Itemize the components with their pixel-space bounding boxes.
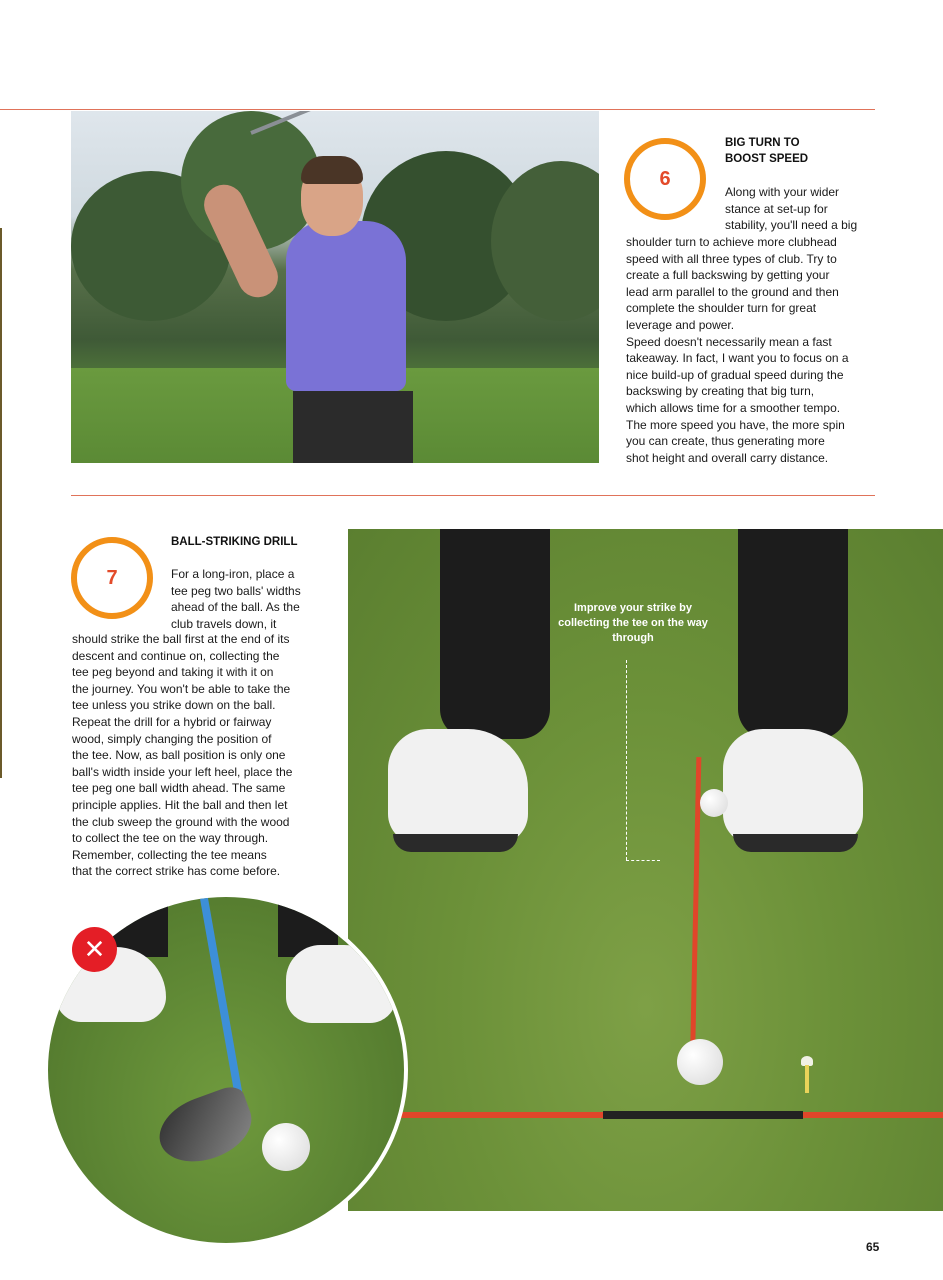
golfer-backswing-photo	[71, 111, 599, 463]
section-6-heading-line1: BIG TURN TO	[725, 137, 800, 149]
step-6-badge	[624, 138, 706, 220]
top-rule	[0, 109, 875, 110]
section-7-heading: BALL-STRIKING DRILL	[171, 536, 298, 548]
section-7-body: should strike the ball first at the end of its descent and continue on, collecting the tee peg beyond and taking it with it on the journey. You won't be able to take the tee unless you strike down on the ball. Repeat the drill for a hybrid or fairway wood, simply changing the position of the tee. Now, as ball position is only one ball's width inside your left heel, place the tee peg one ball width ahead. The same principle applies. Hit the ball and then let the club sweep the ground with the wood to collect the tee on the way through. Remember, collecting the tee means that the correct strike has come before.	[72, 632, 293, 879]
page-edge-stripe	[0, 228, 2, 778]
section-6-heading	[725, 135, 875, 167]
photo-caption: Improve your strike by collecting the tee on the way through	[558, 602, 708, 644]
step-6-number: 6	[659, 168, 671, 190]
section-7-body-indented: For a long-iron, place a tee peg two balls' widths ahead of the ball. As the club travels down, it	[171, 567, 301, 631]
page-number: 65	[866, 1240, 880, 1254]
section-6-body: shoulder turn to achieve more clubhead speed with all three types of club. Try to create a full backswing by getting your lead arm parallel to the ground and then complete the shoulder turn for great leverage and power. Speed doesn't necessarily mean a fast takeaway. In fact, I want you to focus on a nice build-up of gradual speed during the backswing by creating that big turn, which allows time for a smoother tempo. The more speed you have, the more spin you can create, thus generating more shot height and overall carry distance.	[626, 235, 849, 465]
middle-rule	[71, 495, 875, 496]
section-6-body-indented: Along with your wider stance at set-up for stability, you'll need a big	[725, 185, 858, 233]
section-6-heading-line2: BOOST SPEED	[725, 153, 809, 165]
wrong-way-icon: ✕	[72, 927, 117, 972]
step-7-badge	[71, 537, 153, 619]
guide-line-tick	[626, 860, 660, 861]
step-7-number: 7	[106, 567, 118, 589]
guide-line	[626, 660, 627, 860]
ball-striking-drill-photo	[348, 529, 943, 1211]
